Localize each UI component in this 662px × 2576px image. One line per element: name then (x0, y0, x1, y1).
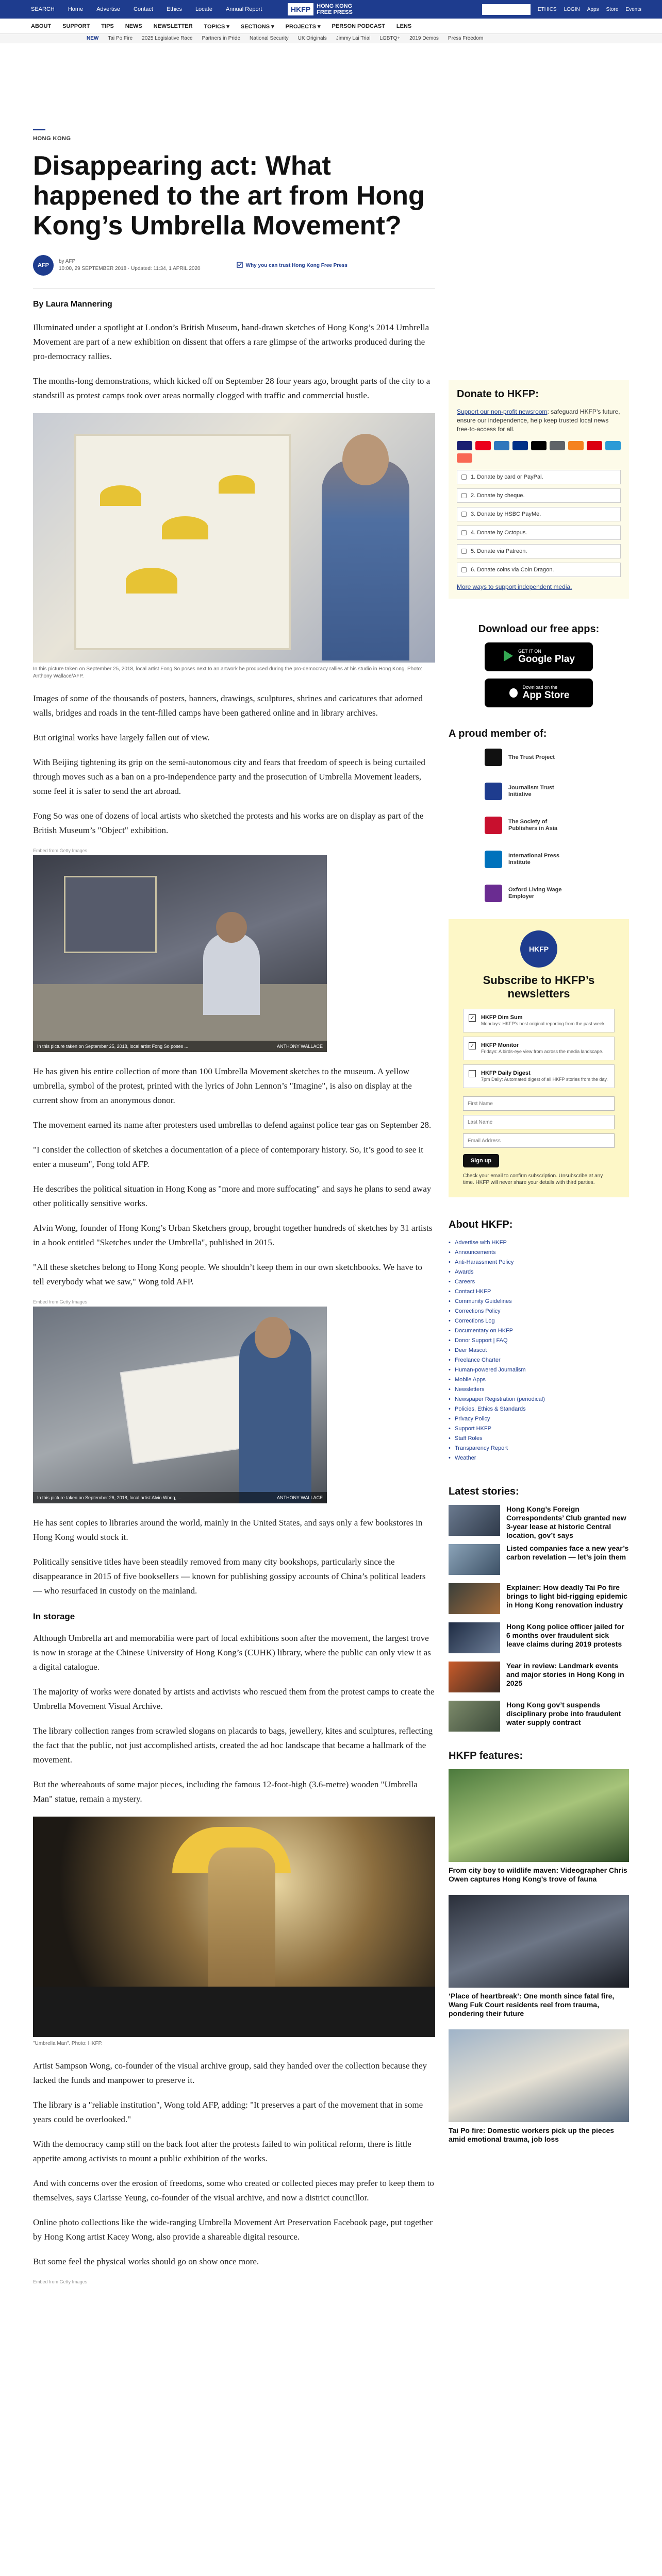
trending-item[interactable]: 2025 Legislative Race (142, 36, 193, 41)
octopus-icon (605, 441, 621, 450)
googlepay-icon (550, 441, 565, 450)
about-link[interactable]: • Documentary on HKFP (449, 1326, 629, 1336)
member-name: Oxford Living Wage Employer (508, 887, 562, 900)
about-link[interactable]: • Staff Roles (449, 1434, 629, 1444)
patreon-icon (457, 453, 472, 463)
spacer (33, 1052, 435, 1064)
story-thumbnail (449, 1622, 500, 1653)
main-navigation (0, 19, 662, 34)
payment-icons (457, 441, 621, 463)
latest-story[interactable] (449, 1544, 629, 1575)
member-name: The Trust Project (508, 754, 555, 760)
paypal-icon (512, 441, 528, 450)
nav-newsletter[interactable]: NEWSLETTER (153, 23, 193, 29)
article-paragraph: Alvin Wong, founder of Hong Kong’s Urban Sketchers group, brought together hundreds of sketches by 31 artists in a book entitled "Sketches under the Umbrella", published in 2015. (33, 1223, 433, 1247)
google-play-big: Google Play (518, 654, 575, 665)
embed-source: Embed from Getty Images (33, 1299, 88, 1304)
mastercard-icon (475, 441, 491, 450)
about-link[interactable]: • Newsletters (449, 1385, 629, 1395)
living-wage-icon (485, 885, 502, 902)
photo-artist-head (342, 434, 389, 485)
byline-dates: 10:00, 29 SEPTEMBER 2018 · Updated: 11:34, 1 APRIL 2020 (59, 266, 201, 272)
features-widget (449, 1750, 629, 2144)
nav-projects[interactable]: PROJECTS ▾ (285, 24, 321, 30)
story-title: Hong Kong police officer jailed for 6 months over fraudulent sick leave claims during 2019 protests (506, 1622, 624, 1648)
trust-icon (237, 262, 243, 269)
donate-text-body: : safeguard HKFP’s future, ensure our independence, help keep trusted local news free-to-access for all. (457, 408, 620, 433)
feature-image (449, 2029, 629, 2122)
article-photo-fong-so[interactable] (33, 413, 435, 663)
trending-bar (0, 34, 662, 43)
nav-sections[interactable]: SECTIONS ▾ (240, 24, 274, 30)
donate-option-icon (461, 530, 467, 535)
app-store-label (523, 685, 570, 701)
donate-option-label: 3. Donate by HSBC PayMe. (471, 511, 541, 517)
sidebar (449, 380, 629, 2155)
about-title: About HKFP: (449, 1219, 513, 1230)
nav-support[interactable]: SUPPORT (62, 23, 90, 29)
member-widget (449, 728, 629, 904)
photo-frame (64, 876, 157, 953)
trust-link[interactable] (237, 262, 347, 269)
donate-option[interactable] (457, 526, 621, 540)
newsletter-option-title: HKFP Daily Digest (481, 1070, 531, 1076)
trust-link-label: Why you can trust Hong Kong Free Press (245, 262, 347, 268)
feature-title: ‘Place of heartbreak’: One month since fatal fire, Wang Fuk Court residents reel from trauma, pondering their future (449, 1992, 615, 2018)
feature-title: Tai Po fire: Domestic workers pick up the pieces amid emotional trauma, job loss (449, 2126, 615, 2143)
photo-canvas-artwork (74, 434, 291, 650)
more-ways-link[interactable]: More ways to support independent media. (457, 583, 572, 590)
top-link-home[interactable]: Home (68, 6, 84, 12)
top-link-contact[interactable]: Contact (134, 6, 153, 12)
sopa-icon (485, 817, 502, 834)
about-link[interactable]: • Human-powered Journalism (449, 1365, 629, 1375)
byline-divider (33, 288, 435, 289)
article-paragraph: With the democracy camp still on the back foot after the protests failed to win political reform, there is little appetite among activists to mount a public exhibition of the works. (33, 2139, 411, 2163)
newsletter-title: Subscribe to HKFP’s newsletters (483, 974, 595, 1000)
article-paragraph: Images of some of the thousands of posters, banners, drawings, sculptures, shrines and caricatures that adorned walls, bridges and roads in the tent-filled camps have been gathered online and in library archives. (33, 693, 423, 718)
photo-caption: In this picture taken on September 25, 2018, local artist Fong So poses next to an artwork he produced during the pro-democracy rallies at his studio in Hong Kong. Photo: Anthony Wallace/AFP. (33, 666, 422, 679)
about-link[interactable]: • Weather (449, 1453, 629, 1463)
about-link[interactable]: • Newspaper Registration (periodical) (449, 1395, 629, 1404)
feature-image (449, 1769, 629, 1862)
logo-line-1: HONG KONG (317, 3, 353, 9)
visa-icon (457, 441, 472, 450)
author-avatar: AFP (33, 255, 54, 276)
latest-story[interactable] (449, 1583, 629, 1614)
photo-crowd (33, 1987, 435, 2037)
article-paragraph: But original works have largely fallen out of view. (33, 733, 210, 742)
story-title: Listed companies face a new year’s carbon revelation — let’s join them (506, 1544, 629, 1561)
article-subhead: In storage (33, 1612, 75, 1621)
about-link[interactable]: • Corrections Policy (449, 1307, 629, 1316)
story-title: Year in review: Landmark events and major stories in Hong Kong in 2025 (506, 1662, 624, 1687)
top-right-ethics[interactable]: ETHICS (537, 7, 557, 12)
about-link[interactable]: • Careers (449, 1277, 629, 1287)
article-paragraph: He has given his entire collection of more than 100 Umbrella Movement sketches to the museum. A yellow umbrella, symbol of the protest, printed with the lyrics of John Lennon’s "Imagine", is also on display at the current show from an anonymous donor. (33, 1066, 412, 1105)
checkbox-icon[interactable] (469, 1070, 476, 1077)
story-title: Hong Kong’s Foreign Correspondents’ Club granted new 3-year lease at historic Central location, gov’t says (506, 1505, 626, 1539)
donate-option-label: 2. Donate by cheque. (471, 493, 525, 499)
feature-story[interactable] (449, 1895, 629, 2018)
newsletter-option-dim-sum[interactable] (463, 1009, 615, 1032)
byline-author[interactable]: by AFP (59, 259, 76, 264)
ipi-icon (485, 851, 502, 868)
article-paragraph: He describes the political situation in Hong Kong as "more and more suffocating" and says he plans to send away other politically sensitive works. (33, 1184, 432, 1208)
newsletter-option-text (481, 1070, 608, 1082)
hsbc-icon (587, 441, 602, 450)
donate-option[interactable] (457, 563, 621, 577)
getty-photo-fong-so[interactable] (33, 855, 327, 1052)
donate-option-icon (461, 567, 467, 572)
apps-widget (449, 623, 629, 707)
first-name-field[interactable] (463, 1096, 615, 1111)
nav-podcast[interactable]: PERSON PODCAST (332, 23, 385, 29)
article-paragraph: Online photo collections like the wide-ranging Umbrella Movement Art Preservation Facebook page, put together by Hong Kong artist Kacey Wong, also provide a shareable digital resource. (33, 2217, 433, 2242)
photo-artist-body (322, 460, 409, 660)
about-link[interactable]: • Contact HKFP (449, 1287, 629, 1297)
donate-option-label: 1. Donate by card or PayPal. (471, 474, 543, 480)
article-author: By Laura Mannering (33, 300, 112, 309)
embed-source: Embed from Getty Images (33, 848, 88, 853)
about-widget (449, 1219, 629, 1463)
nav-tips[interactable]: TIPS (101, 23, 114, 29)
newsletter-option-desc: Mondays: HKFP’s best original reporting from the past week. (481, 1021, 606, 1026)
getty-photo-alvin-wong[interactable] (33, 1307, 327, 1503)
google-play-button[interactable] (485, 642, 593, 671)
article-paragraph: Politically sensitive titles have been steadily removed from many city bookshops, particularly since the disappearance in 2015 of five booksellers — known for publishing gossipy accounts of China’s political leaders — who resurfaced in custody on the mainland. (33, 1557, 426, 1596)
article-paragraph: But some feel the physical works should go on show once more. (33, 2257, 259, 2266)
site-logo[interactable] (288, 2, 353, 16)
newsletter-widget (449, 919, 629, 1197)
photo-caption: "Umbrella Man". Photo: HKFP. (33, 2041, 103, 2046)
getty-overlay-text: In this picture taken on September 26, 2018, local artist Alvin Wong, ... (37, 1495, 181, 1500)
member-logo[interactable] (485, 747, 629, 768)
trending-item[interactable]: Jimmy Lai Trial (336, 36, 371, 41)
donate-option-icon (461, 549, 467, 554)
member-name: International Press Institute (508, 853, 560, 866)
apple-icon (508, 686, 519, 701)
photo-sketchbook (120, 1355, 256, 1464)
member-logo[interactable] (485, 781, 629, 802)
article-category[interactable]: HONG KONG (33, 135, 71, 142)
photo-umbrella-shape (100, 485, 141, 506)
about-link[interactable]: • Anti-Harassment Policy (449, 1258, 629, 1267)
donate-option[interactable] (457, 507, 621, 521)
applepay-icon (531, 441, 547, 450)
nav-topics[interactable]: TOPICS ▾ (204, 24, 229, 30)
donate-option-label: 4. Donate by Octopus. (471, 530, 527, 536)
top-right-store[interactable]: Store (606, 7, 619, 12)
story-title: Explainer: How deadly Tai Po fire brings to light bid-rigging epidemic in Hong Kong renovation industry (506, 1583, 627, 1609)
trending-new-label: NEW (87, 36, 99, 41)
nav-news[interactable]: NEWS (125, 23, 142, 29)
top-link-locate[interactable]: Locate (195, 6, 212, 12)
top-right-login[interactable]: LOGIN (564, 7, 580, 12)
about-link[interactable]: • Policies, Ethics & Standards (449, 1404, 629, 1414)
latest-story[interactable] (449, 1505, 629, 1539)
category-rule (33, 129, 45, 130)
top-link-search[interactable]: SEARCH (31, 6, 55, 12)
article-paragraph: With Beijing tightening its grip on the semi-autonomous city and fears that freedom of speech is being curtailed through moves such as a ban on a pro-independence party and the prosecution of Umbrella Movement leaders, some feel it is safer to send the art abroad. (33, 757, 425, 796)
amex-icon (494, 441, 509, 450)
app-store-big: App Store (522, 690, 570, 701)
member-name: Journalism Trust Initiative (508, 785, 554, 798)
jti-icon (485, 783, 502, 800)
about-link[interactable]: • Advertise with HKFP (449, 1238, 629, 1248)
photo-person (203, 933, 260, 1015)
trending-item[interactable]: Partners in Pride (202, 36, 241, 41)
donate-option-icon (461, 493, 467, 498)
donate-option-icon (461, 512, 467, 517)
article-paragraph: Artist Sampson Wong, co-founder of the visual archive group, said they handed over the collection because they lacked the funds and manpower to preserve it. (33, 2061, 427, 2085)
article-paragraph: And with concerns over the erosion of freedoms, some who created or collected pieces may prefer to keep them to themselves, says Clarisse Yeung, co-founder of the visual archive, and now a district councillor. (33, 2178, 434, 2202)
logo-mark: HKFP (288, 3, 313, 15)
donate-link[interactable]: Support our non-profit newsroom (457, 408, 548, 415)
getty-overlay-text: In this picture taken on September 25, 2018, local artist Fong So poses ... (37, 1044, 189, 1049)
app-store-small: Download on the (522, 685, 558, 690)
byline-meta (59, 258, 201, 273)
latest-title: Latest stories: (449, 1486, 519, 1497)
article-paragraph: But the whereabouts of some major pieces, including the famous 12-foot-high (3.6-metre) wooden "Umbrella Man" statue, remain a mystery. (33, 1780, 418, 1804)
latest-stories-widget (449, 1486, 629, 1732)
nav-lens[interactable]: LENS (396, 23, 412, 29)
article-paragraph: The majority of works were donated by artists and activists who rescued them from the protest camps to create the Umbrella Movement Visual Archive. (33, 1687, 435, 1711)
latest-story[interactable] (449, 1622, 629, 1653)
article-paragraph: Although Umbrella art and memorabilia were part of local exhibitions soon after the movement, the largest trove is now in storage at the Chinese University of Hong Kong’s (CUHK) library, where the public can only view it as a digital catalogue. (33, 1633, 431, 1672)
trending-item[interactable]: Tai Po Fire (108, 36, 133, 41)
trending-item[interactable]: UK Originals (297, 36, 327, 41)
donate-option-icon (461, 474, 467, 480)
top-right-links (482, 4, 641, 15)
getty-credit: ANTHONY WALLACE (276, 1044, 323, 1049)
article-paragraph: He has sent copies to libraries around the world, mainly in the United States, and says only a few bookstores in Hong Kong would stock it. (33, 1518, 423, 1542)
byline (33, 254, 435, 277)
donate-option[interactable] (457, 470, 621, 484)
play-store-icon (503, 650, 514, 665)
article (33, 129, 435, 2286)
spacer (33, 1503, 435, 1516)
newsletter-option-monitor[interactable] (463, 1037, 615, 1060)
trending-item[interactable]: 2019 Demos (409, 36, 439, 41)
about-link[interactable]: • Community Guidelines (449, 1297, 629, 1307)
newsletter-option-title: HKFP Monitor (481, 1042, 519, 1048)
donate-option-label: 5. Donate via Patreon. (471, 548, 527, 554)
trending-item[interactable]: LGBTQ+ (379, 36, 401, 41)
trust-project-icon (485, 749, 502, 766)
article-paragraph: "All these sketches belong to Hong Kong people. We shouldn’t keep them in our own sketchbooks. We have to tell everybody what we saw," Wong told AFP. (33, 1262, 422, 1286)
article-paragraph: "I consider the collection of sketches a documentation of a piece of contemporary history. So, it’s good to see it enter a museum", Fong told AFP. (33, 1145, 423, 1169)
newsletter-option-text (481, 1014, 606, 1027)
about-link[interactable]: • Mobile Apps (449, 1375, 629, 1385)
donate-widget (449, 380, 629, 599)
story-thumbnail (449, 1701, 500, 1732)
about-link[interactable]: • Freelance Charter (449, 1355, 629, 1365)
about-link[interactable]: • Transparency Report (449, 1444, 629, 1453)
donate-title: Donate to HKFP: (457, 388, 539, 400)
about-link[interactable]: • Support HKFP (449, 1424, 629, 1434)
article-paragraph: Fong So was one of dozens of local artists who sketched the protests and his works are on display as part of the British Museum’s "Object" exhibition. (33, 811, 424, 835)
apps-title: Download our free apps: (478, 623, 600, 635)
member-logo[interactable] (485, 849, 629, 870)
feature-title: From city boy to wildlife maven: Videographer Chris Owen captures Hong Kong’s trove of fauna (449, 1866, 627, 1883)
nav-about[interactable]: ABOUT (31, 23, 52, 29)
signup-button[interactable]: Sign up (463, 1154, 499, 1167)
top-link-ethics[interactable]: Ethics (166, 6, 182, 12)
top-links (31, 6, 262, 12)
features-title: HKFP features: (449, 1750, 523, 1761)
article-paragraph: The library collection ranges from scrawled slogans on placards to bags, jewellery, kites and sculptures, reflecting the fact that the public, not just accomplished artists, created the ad hoc landscape that became a hallmark of the movement. (33, 1726, 433, 1765)
top-link-annual-report[interactable]: Annual Report (225, 6, 262, 12)
story-thumbnail (449, 1583, 500, 1614)
about-link[interactable]: • Donor Support | FAQ (449, 1336, 629, 1346)
about-link[interactable]: • Privacy Policy (449, 1414, 629, 1424)
last-name-field[interactable] (463, 1115, 615, 1129)
member-logo[interactable] (485, 883, 629, 904)
article-paragraph: The movement earned its name after protesters used umbrellas to defend against police tear gas on September 28. (33, 1120, 432, 1130)
google-play-small: GET IT ON (518, 649, 541, 654)
latest-story[interactable] (449, 1701, 629, 1732)
newsletter-option-desc: 7pm Daily: Automated digest of all HKFP stories from the day. (481, 1077, 608, 1082)
article-title: Disappearing act: What happened to the art from Hong Kong’s Umbrella Movement? (33, 151, 425, 241)
member-name: The Society of Publishers in Asia (508, 819, 557, 832)
newsletter-note: Check your email to confirm subscription. Unsubscribe at any time. HKFP will never share your details with third parties. (463, 1173, 603, 1185)
photo-person-head (255, 1317, 291, 1358)
article-paragraph: The months-long demonstrations, which kicked off on September 28 four years ago, brought parts of the city to a standstill as protest camps took over areas normally clogged with traffic and commercial hustle. (33, 376, 431, 400)
photo-person-head (216, 912, 247, 943)
about-link[interactable]: • Announcements (449, 1248, 629, 1258)
getty-overlay (33, 1492, 327, 1503)
feature-story[interactable] (449, 1769, 629, 1884)
getty-credit: ANTHONY WALLACE (276, 1495, 323, 1500)
embed-source: Embed from Getty Images (33, 2279, 88, 2284)
logo-wordmark (317, 3, 353, 15)
newsletter-option-desc: Fridays: A birds-eye view from across the media landscape. (481, 1049, 604, 1054)
newsletter-logo: HKFP (520, 930, 557, 968)
photo-umbrella-shape (162, 516, 208, 539)
donate-option[interactable] (457, 488, 621, 503)
feature-image (449, 1895, 629, 1988)
donate-option-label: 6. Donate coins via Coin Dragon. (471, 567, 554, 573)
newsletter-option-title: HKFP Dim Sum (481, 1014, 523, 1021)
photo-umbrella-shape (126, 568, 177, 594)
story-thumbnail (449, 1662, 500, 1692)
getty-overlay (33, 1041, 327, 1052)
trending-item[interactable]: National Security (250, 36, 289, 41)
checkbox-icon[interactable]: ✓ (469, 1014, 476, 1022)
member-logo[interactable] (485, 815, 629, 836)
donate-option[interactable] (457, 544, 621, 558)
member-title: A proud member of: (449, 728, 547, 739)
discover-icon (568, 441, 584, 450)
photo-umbrella-shape (219, 475, 255, 494)
story-thumbnail (449, 1544, 500, 1575)
checkbox-icon[interactable]: ✓ (469, 1042, 476, 1049)
about-link[interactable]: • Awards (449, 1267, 629, 1277)
trending-item[interactable]: Press Freedom (448, 36, 484, 41)
logo-line-2: FREE PRESS (317, 9, 353, 15)
about-link[interactable]: • Deer Mascot (449, 1346, 629, 1355)
top-utility-bar (0, 0, 662, 19)
about-links (449, 1238, 629, 1463)
story-thumbnail (449, 1505, 500, 1536)
app-store-button[interactable] (485, 679, 593, 707)
about-link[interactable]: • Corrections Log (449, 1316, 629, 1326)
latest-story[interactable] (449, 1662, 629, 1692)
article-paragraph: Illuminated under a spotlight at London’s British Museum, hand-drawn sketches of Hong Kong’s 2014 Umbrella Movement are part of a new exhibition on dissent that offers a rare glimpse of the artworks produced during the pro-democracy rallies. (33, 323, 429, 361)
top-link-advertise[interactable]: Advertise (96, 6, 121, 12)
support-hkfp-button[interactable]: SUPPORT HKFP (482, 4, 531, 15)
story-title: Hong Kong gov’t suspends disciplinary probe into fraudulent water supply contract (506, 1701, 621, 1726)
newsletter-option-text (481, 1042, 603, 1055)
article-paragraph: The library is a "reliable institution", Wong told AFP, adding: "It preserves a part of the movement that in some years could be overlooked." (33, 2100, 423, 2124)
article-photo-umbrella-man[interactable] (33, 1817, 435, 2037)
top-right-events[interactable]: Events (625, 7, 641, 12)
donate-text (457, 408, 621, 434)
newsletter-option-daily-digest[interactable] (463, 1064, 615, 1088)
email-field[interactable] (463, 1133, 615, 1148)
top-right-apps[interactable]: Apps (587, 7, 599, 12)
google-play-label (518, 649, 575, 665)
feature-story[interactable] (449, 2029, 629, 2144)
